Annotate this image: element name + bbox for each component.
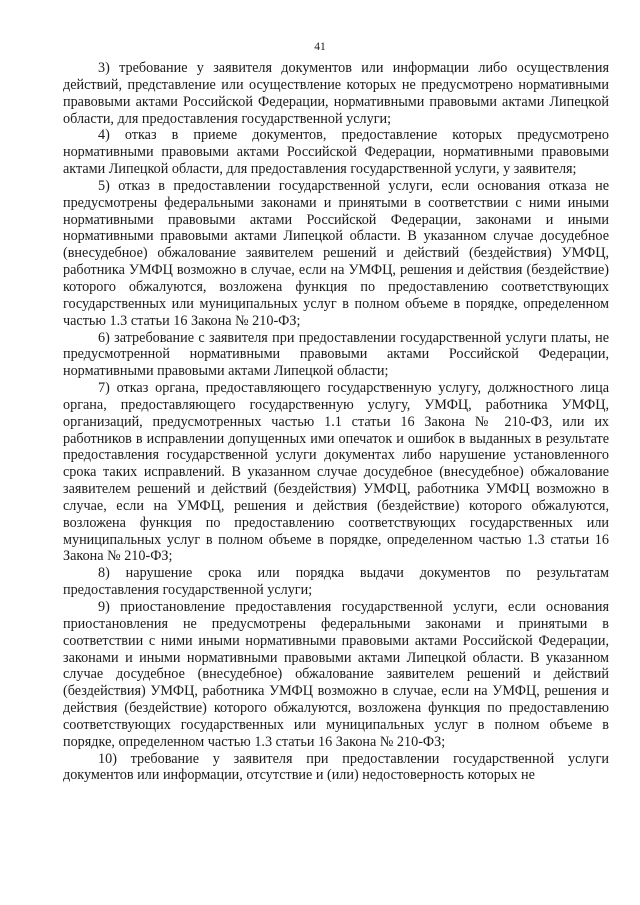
page-number: 41 bbox=[314, 41, 326, 53]
paragraph-item-6: 6) затребование с заявителя при предоставлении государственной услуги платы, не предусмотренной нормативными правовыми актами Российской Федерации, нормативными правовыми актами Липецкой области; bbox=[63, 329, 609, 380]
paragraph-item-8: 8) нарушение срока или порядка выдачи документов по результатам предоставления государственной услуги; bbox=[63, 565, 609, 599]
document-body bbox=[63, 60, 609, 784]
paragraph-item-10: 10) требование у заявителя при предоставлении государственной услуги документов или информации, отсутствие и (или) недостоверность которых не bbox=[63, 750, 609, 784]
paragraph-item-7: 7) отказ органа, предоставляющего государственную услугу, должностного лица органа, предоставляющего государственную услугу, УМФЦ, работника УМФЦ, организаций, предусмотренных частью 1.1 статьи 16 Закона № 210-ФЗ, или их работников в исправлении допущенных ими опечаток и ошибок в выданных в результате предоставления государственной услуги документах либо нарушение установленного срока таких исправлений. В указанном случае досудебное (внесудебное) обжалование заявителем решений и действий (бездействия) УМФЦ, работника УМФЦ возможно в случае, если на УМФЦ, решения и действия (бездействие) которого обжалуются, возложена функция по предоставлению соответствующих государственных или муниципальных услуг в полном объеме в порядке, определенном частью 1.3 статьи 16 Закона № 210-ФЗ; bbox=[63, 380, 609, 565]
paragraph-item-5: 5) отказ в предоставлении государственной услуги, если основания отказа не предусмотрены федеральными законами и принятыми в соответствии с ними иными нормативными правовыми актами Российской Федерации, законами и иными нормативными правовыми актами Липецкой области. В указанном случае досудебное (внесудебное) обжалование заявителем решений и действий (бездействия) УМФЦ, работника УМФЦ возможно в случае, если на УМФЦ, решения и действия (бездействие) которого обжалуются, возложена функция по предоставлению соответствующих государственных или муниципальных услуг в полном объеме в порядке, определенном частью 1.3 статьи 16 Закона № 210-ФЗ; bbox=[63, 177, 609, 329]
paragraph-item-9: 9) приостановление предоставления государственной услуги, если основания приостановления не предусмотрены федеральными законами и принятыми в соответствии с ними иными нормативными правовыми актами Российской Федерации, законами и иными нормативными правовыми актами Липецкой области. В указанном случае досудебное (внесудебное) обжалование заявителем решений и действий (бездействия) УМФЦ, работника УМФЦ возможно в случае, если на УМФЦ, решения и действия (бездействие) которого обжалуются, возложена функция по предоставлению соответствующих государственных или муниципальных услуг в полном объеме в порядке, определенном частью 1.3 статьи 16 Закона № 210-ФЗ; bbox=[63, 599, 609, 750]
paragraph-item-3: 3) требование у заявителя документов или информации либо осуществления действий, представление или осуществление которых не предусмотрено нормативными правовыми актами Российской Федерации, нормативными правовыми актами Липецкой области, для предоставления государственной услуги; bbox=[63, 60, 609, 127]
paragraph-item-4: 4) отказ в приеме документов, предоставление которых предусмотрено нормативными правовыми актами Российской Федерации, нормативными правовыми актами Липецкой области, для предоставления государственной услуги, у заявителя; bbox=[63, 127, 609, 178]
